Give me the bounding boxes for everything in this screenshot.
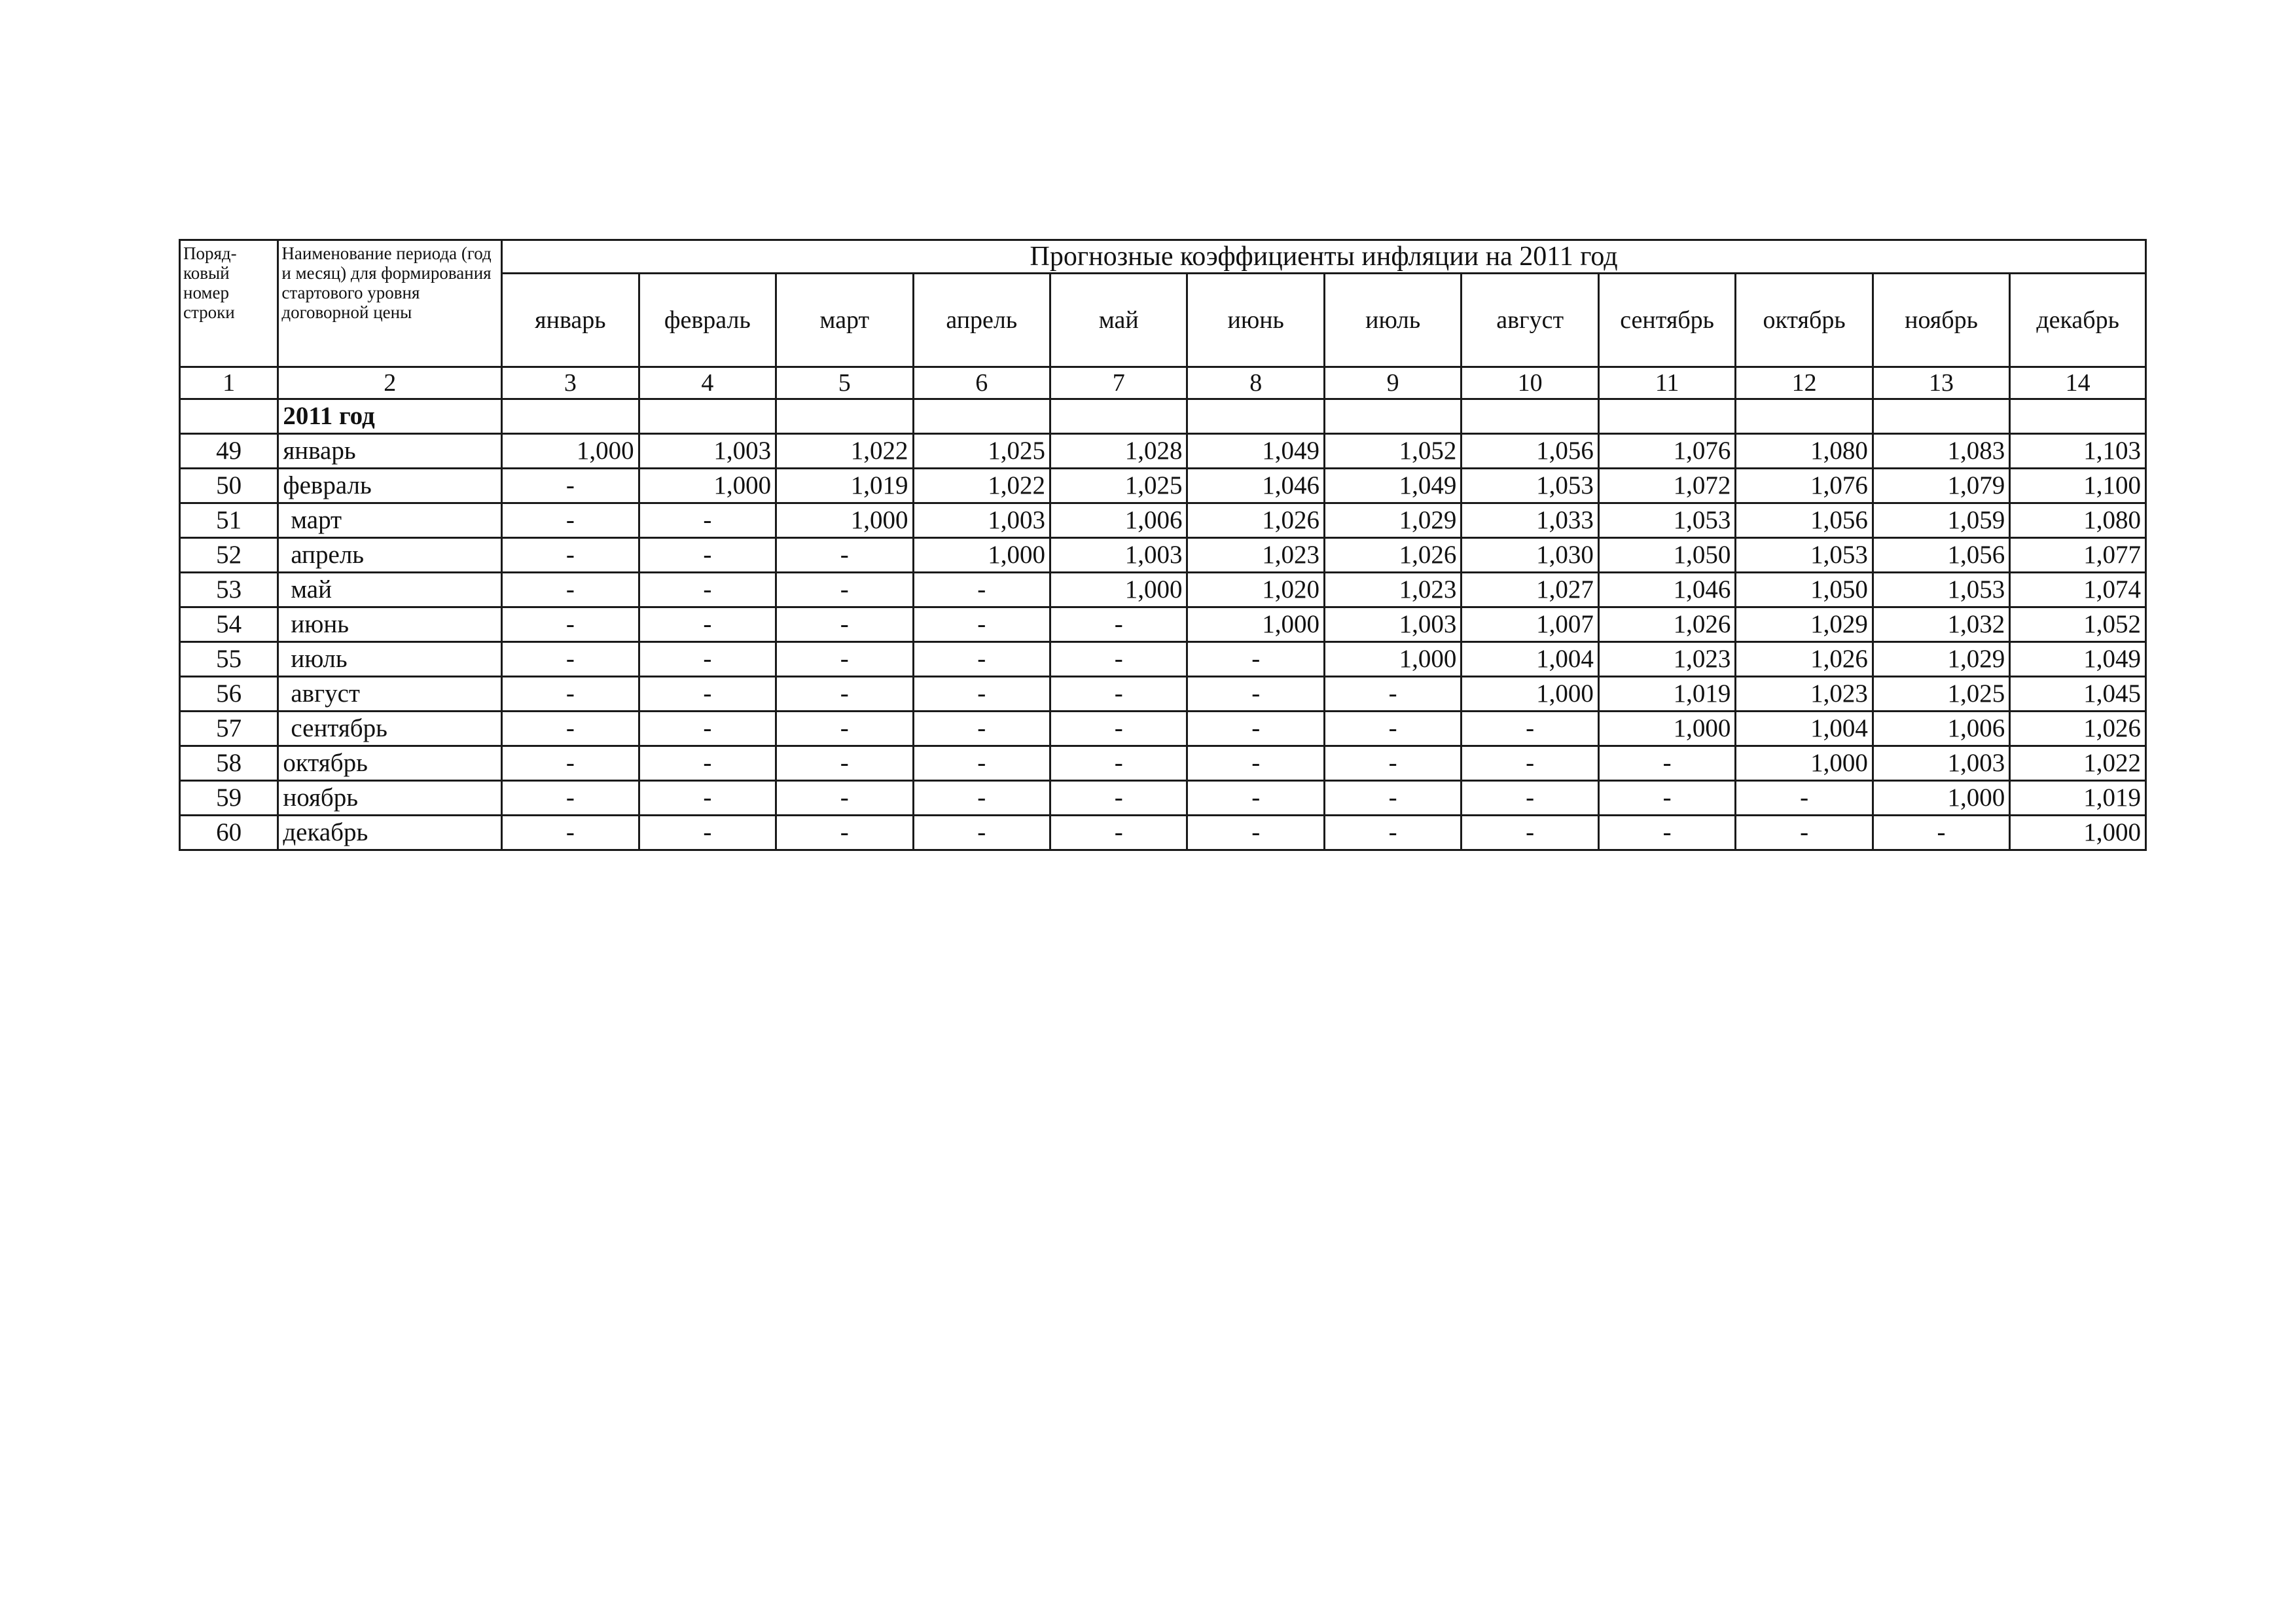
year-row [180, 399, 2146, 434]
coefficient-cell: - [502, 746, 639, 781]
coefficient-cell: 1,029 [1736, 607, 1873, 642]
coefficient-cell: - [776, 642, 913, 677]
coefficient-cell: - [776, 677, 913, 712]
header-row-number: Поряд-ковый номер строки [180, 240, 278, 367]
coefficient-cell: 1,072 [1598, 469, 1735, 503]
coefficient-cell: 1,049 [2010, 642, 2146, 677]
coefficient-cell: 1,033 [1462, 503, 1598, 538]
coefficient-cell: - [1050, 712, 1187, 746]
coefficient-cell: - [913, 816, 1050, 850]
row-number: 60 [180, 816, 278, 850]
coefficient-cell: 1,000 [639, 469, 776, 503]
coefficient-cell: 1,003 [1324, 607, 1461, 642]
table-row [180, 434, 2146, 469]
coefficient-cell: - [639, 781, 776, 816]
coefficient-cell: 1,049 [1187, 434, 1324, 469]
period-name: июнь [278, 607, 502, 642]
coefficient-cell: - [913, 677, 1050, 712]
row-number: 58 [180, 746, 278, 781]
coefficient-cell: 1,000 [1050, 573, 1187, 607]
coefficient-cell: - [639, 816, 776, 850]
coefficient-cell: - [639, 677, 776, 712]
table-row [180, 781, 2146, 816]
header-month: апрель [913, 274, 1050, 367]
coefficient-cell: 1,023 [1324, 573, 1461, 607]
coefficient-cell: 1,023 [1598, 642, 1735, 677]
coefficient-cell: 1,053 [1598, 503, 1735, 538]
column-number: 10 [1462, 367, 1598, 399]
coefficient-cell: 1,056 [1462, 434, 1598, 469]
year-label: 2011 год [278, 399, 502, 434]
table-row [180, 746, 2146, 781]
coefficient-cell: - [776, 573, 913, 607]
coefficient-cell: 1,026 [1736, 642, 1873, 677]
coefficient-cell: 1,025 [913, 434, 1050, 469]
coefficient-cell: - [1598, 781, 1735, 816]
coefficient-cell: 1,000 [913, 538, 1050, 573]
table-row [180, 642, 2146, 677]
header-month: январь [502, 274, 639, 367]
header-month: август [1462, 274, 1598, 367]
coefficient-cell: 1,000 [1187, 607, 1324, 642]
coefficient-cell: 1,004 [1736, 712, 1873, 746]
column-number: 12 [1736, 367, 1873, 399]
column-number: 1 [180, 367, 278, 399]
row-number: 51 [180, 503, 278, 538]
coefficient-cell: - [913, 746, 1050, 781]
coefficient-cell: 1,052 [1324, 434, 1461, 469]
coefficient-cell: - [502, 816, 639, 850]
row-number: 54 [180, 607, 278, 642]
column-numbers-row [180, 367, 2146, 399]
coefficient-cell: 1,053 [1462, 469, 1598, 503]
coefficient-cell: - [1324, 712, 1461, 746]
coefficient-cell: - [1187, 816, 1324, 850]
coefficient-cell: 1,000 [1324, 642, 1461, 677]
row-number: 50 [180, 469, 278, 503]
period-name: сентябрь [278, 712, 502, 746]
period-name: март [278, 503, 502, 538]
coefficient-cell: 1,000 [1462, 677, 1598, 712]
coefficient-cell: - [639, 607, 776, 642]
coefficient-cell: 1,083 [1873, 434, 2009, 469]
coefficient-cell: - [1050, 607, 1187, 642]
period-name: август [278, 677, 502, 712]
column-number: 2 [278, 367, 502, 399]
coefficient-cell: 1,003 [1050, 538, 1187, 573]
header-month: март [776, 274, 913, 367]
coefficient-cell: - [1873, 816, 2009, 850]
coefficient-cell: 1,077 [2010, 538, 2146, 573]
coefficient-cell: - [776, 781, 913, 816]
column-number: 7 [1050, 367, 1187, 399]
coefficient-cell: - [776, 538, 913, 573]
coefficient-cell: 1,046 [1187, 469, 1324, 503]
period-name: декабрь [278, 816, 502, 850]
coefficient-cell: - [1462, 746, 1598, 781]
row-number: 59 [180, 781, 278, 816]
coefficient-cell: - [1736, 816, 1873, 850]
coefficient-cell: 1,003 [639, 434, 776, 469]
coefficient-cell: 1,003 [913, 503, 1050, 538]
column-number: 8 [1187, 367, 1324, 399]
year-row-index-cell [180, 399, 278, 434]
header-month: июль [1324, 274, 1461, 367]
row-number: 49 [180, 434, 278, 469]
coefficient-cell: - [639, 573, 776, 607]
row-number: 56 [180, 677, 278, 712]
coefficient-cell: 1,032 [1873, 607, 2009, 642]
coefficient-cell: 1,006 [1050, 503, 1187, 538]
row-number: 55 [180, 642, 278, 677]
coefficient-cell: - [776, 607, 913, 642]
coefficient-cell: 1,000 [1736, 746, 1873, 781]
header-row-top [180, 240, 2146, 274]
coefficient-cell: 1,080 [1736, 434, 1873, 469]
coefficient-cell: - [502, 469, 639, 503]
coefficient-cell: 1,029 [1324, 503, 1461, 538]
table-row [180, 538, 2146, 573]
coefficient-cell: - [1736, 781, 1873, 816]
coefficient-cell: - [776, 712, 913, 746]
coefficient-cell: 1,103 [2010, 434, 2146, 469]
row-number: 53 [180, 573, 278, 607]
coefficient-cell: 1,023 [1187, 538, 1324, 573]
coefficient-cell: 1,050 [1598, 538, 1735, 573]
coefficient-cell: - [639, 746, 776, 781]
coefficient-cell: 1,030 [1462, 538, 1598, 573]
column-number: 13 [1873, 367, 2009, 399]
coefficient-cell: 1,100 [2010, 469, 2146, 503]
table-row [180, 607, 2146, 642]
row-number: 57 [180, 712, 278, 746]
period-name: ноябрь [278, 781, 502, 816]
coefficient-cell: - [776, 816, 913, 850]
coefficient-cell: 1,003 [1873, 746, 2009, 781]
header-month: июнь [1187, 274, 1324, 367]
coefficient-cell: - [502, 607, 639, 642]
coefficient-cell: 1,023 [1736, 677, 1873, 712]
header-month: ноябрь [1873, 274, 2009, 367]
coefficient-cell: 1,000 [776, 503, 913, 538]
period-name: октябрь [278, 746, 502, 781]
coefficient-cell: 1,029 [1873, 642, 2009, 677]
table-row [180, 712, 2146, 746]
coefficient-cell: - [1050, 746, 1187, 781]
coefficient-cell: 1,025 [1873, 677, 2009, 712]
header-month: сентябрь [1598, 274, 1735, 367]
coefficient-cell: - [502, 712, 639, 746]
coefficient-cell: - [1324, 677, 1461, 712]
coefficient-cell: - [1187, 781, 1324, 816]
column-number: 6 [913, 367, 1050, 399]
period-name: май [278, 573, 502, 607]
coefficient-cell: - [1050, 781, 1187, 816]
coefficient-cell: 1,000 [2010, 816, 2146, 850]
coefficient-cell: - [1598, 746, 1735, 781]
coefficient-cell: 1,076 [1598, 434, 1735, 469]
coefficient-cell: - [1462, 816, 1598, 850]
coefficient-cell: - [913, 712, 1050, 746]
coefficient-cell: 1,022 [776, 434, 913, 469]
coefficient-cell: - [1187, 746, 1324, 781]
coefficient-cell: - [1324, 781, 1461, 816]
coefficient-cell: 1,045 [2010, 677, 2146, 712]
column-number: 5 [776, 367, 913, 399]
coefficient-cell: 1,000 [1598, 712, 1735, 746]
coefficient-cell: 1,027 [1462, 573, 1598, 607]
coefficient-cell: 1,049 [1324, 469, 1461, 503]
coefficient-cell: - [639, 712, 776, 746]
coefficient-cell: 1,004 [1462, 642, 1598, 677]
coefficient-cell: - [1050, 816, 1187, 850]
header-month: декабрь [2010, 274, 2146, 367]
coefficient-cell: 1,026 [1324, 538, 1461, 573]
coefficient-cell: 1,074 [2010, 573, 2146, 607]
coefficient-cell: 1,019 [1598, 677, 1735, 712]
coefficient-cell: 1,056 [1736, 503, 1873, 538]
header-month: февраль [639, 274, 776, 367]
coefficient-cell: - [1050, 677, 1187, 712]
coefficient-cell: - [913, 642, 1050, 677]
coefficient-cell: - [502, 642, 639, 677]
period-name: январь [278, 434, 502, 469]
coefficient-cell: 1,006 [1873, 712, 2009, 746]
row-number: 52 [180, 538, 278, 573]
coefficient-cell: - [1187, 677, 1324, 712]
coefficient-cell: - [502, 781, 639, 816]
coefficient-cell: 1,000 [502, 434, 639, 469]
coefficient-cell: - [639, 503, 776, 538]
coefficient-cell: 1,026 [1187, 503, 1324, 538]
coefficient-cell: 1,053 [1736, 538, 1873, 573]
coefficient-cell: 1,019 [776, 469, 913, 503]
period-name: апрель [278, 538, 502, 573]
table-row [180, 503, 2146, 538]
coefficient-cell: - [776, 746, 913, 781]
header-month: октябрь [1736, 274, 1873, 367]
table-row [180, 469, 2146, 503]
coefficient-cell: 1,076 [1736, 469, 1873, 503]
column-number: 9 [1324, 367, 1461, 399]
period-name: февраль [278, 469, 502, 503]
coefficient-cell: 1,020 [1187, 573, 1324, 607]
coefficient-cell: 1,026 [2010, 712, 2146, 746]
coefficient-cell: 1,000 [1873, 781, 2009, 816]
coefficient-cell: - [913, 573, 1050, 607]
coefficient-cell: - [913, 781, 1050, 816]
coefficient-cell: 1,046 [1598, 573, 1735, 607]
header-month: май [1050, 274, 1187, 367]
coefficient-cell: 1,056 [1873, 538, 2009, 573]
coefficient-cell: 1,022 [913, 469, 1050, 503]
coefficient-cell: 1,026 [1598, 607, 1735, 642]
coefficient-cell: - [502, 573, 639, 607]
coefficient-cell: 1,079 [1873, 469, 2009, 503]
column-number: 11 [1598, 367, 1735, 399]
header-period-name: Наименование периода (год и месяц) для формирования стартового уровня договорной цены [278, 240, 502, 367]
coefficient-cell: 1,007 [1462, 607, 1598, 642]
coefficient-cell: 1,028 [1050, 434, 1187, 469]
coefficient-cell: - [913, 607, 1050, 642]
column-number: 3 [502, 367, 639, 399]
table-row [180, 573, 2146, 607]
coefficient-cell: - [502, 503, 639, 538]
coefficient-cell: - [502, 538, 639, 573]
column-number: 4 [639, 367, 776, 399]
table-row [180, 677, 2146, 712]
coefficient-cell: 1,050 [1736, 573, 1873, 607]
coefficient-cell: - [639, 642, 776, 677]
coefficient-cell: 1,025 [1050, 469, 1187, 503]
coefficient-cell: 1,052 [2010, 607, 2146, 642]
coefficient-cell: - [1050, 642, 1187, 677]
coefficient-cell: 1,080 [2010, 503, 2146, 538]
coefficient-cell: - [1462, 781, 1598, 816]
coefficient-cell: - [1324, 746, 1461, 781]
coefficient-cell: 1,059 [1873, 503, 2009, 538]
coefficient-cell: - [1462, 712, 1598, 746]
inflation-coefficients-table [179, 239, 2147, 851]
coefficient-cell: - [639, 538, 776, 573]
coefficient-cell: 1,053 [1873, 573, 2009, 607]
column-number: 14 [2010, 367, 2146, 399]
coefficient-cell: - [502, 677, 639, 712]
coefficient-cell: - [1187, 712, 1324, 746]
coefficient-cell: 1,019 [2010, 781, 2146, 816]
coefficient-cell: - [1324, 816, 1461, 850]
period-name: июль [278, 642, 502, 677]
header-group-title: Прогнозные коэффициенты инфляции на 2011 год [502, 240, 2146, 274]
coefficient-cell: 1,022 [2010, 746, 2146, 781]
table-row [180, 816, 2146, 850]
coefficient-cell: - [1187, 642, 1324, 677]
coefficient-cell: - [1598, 816, 1735, 850]
